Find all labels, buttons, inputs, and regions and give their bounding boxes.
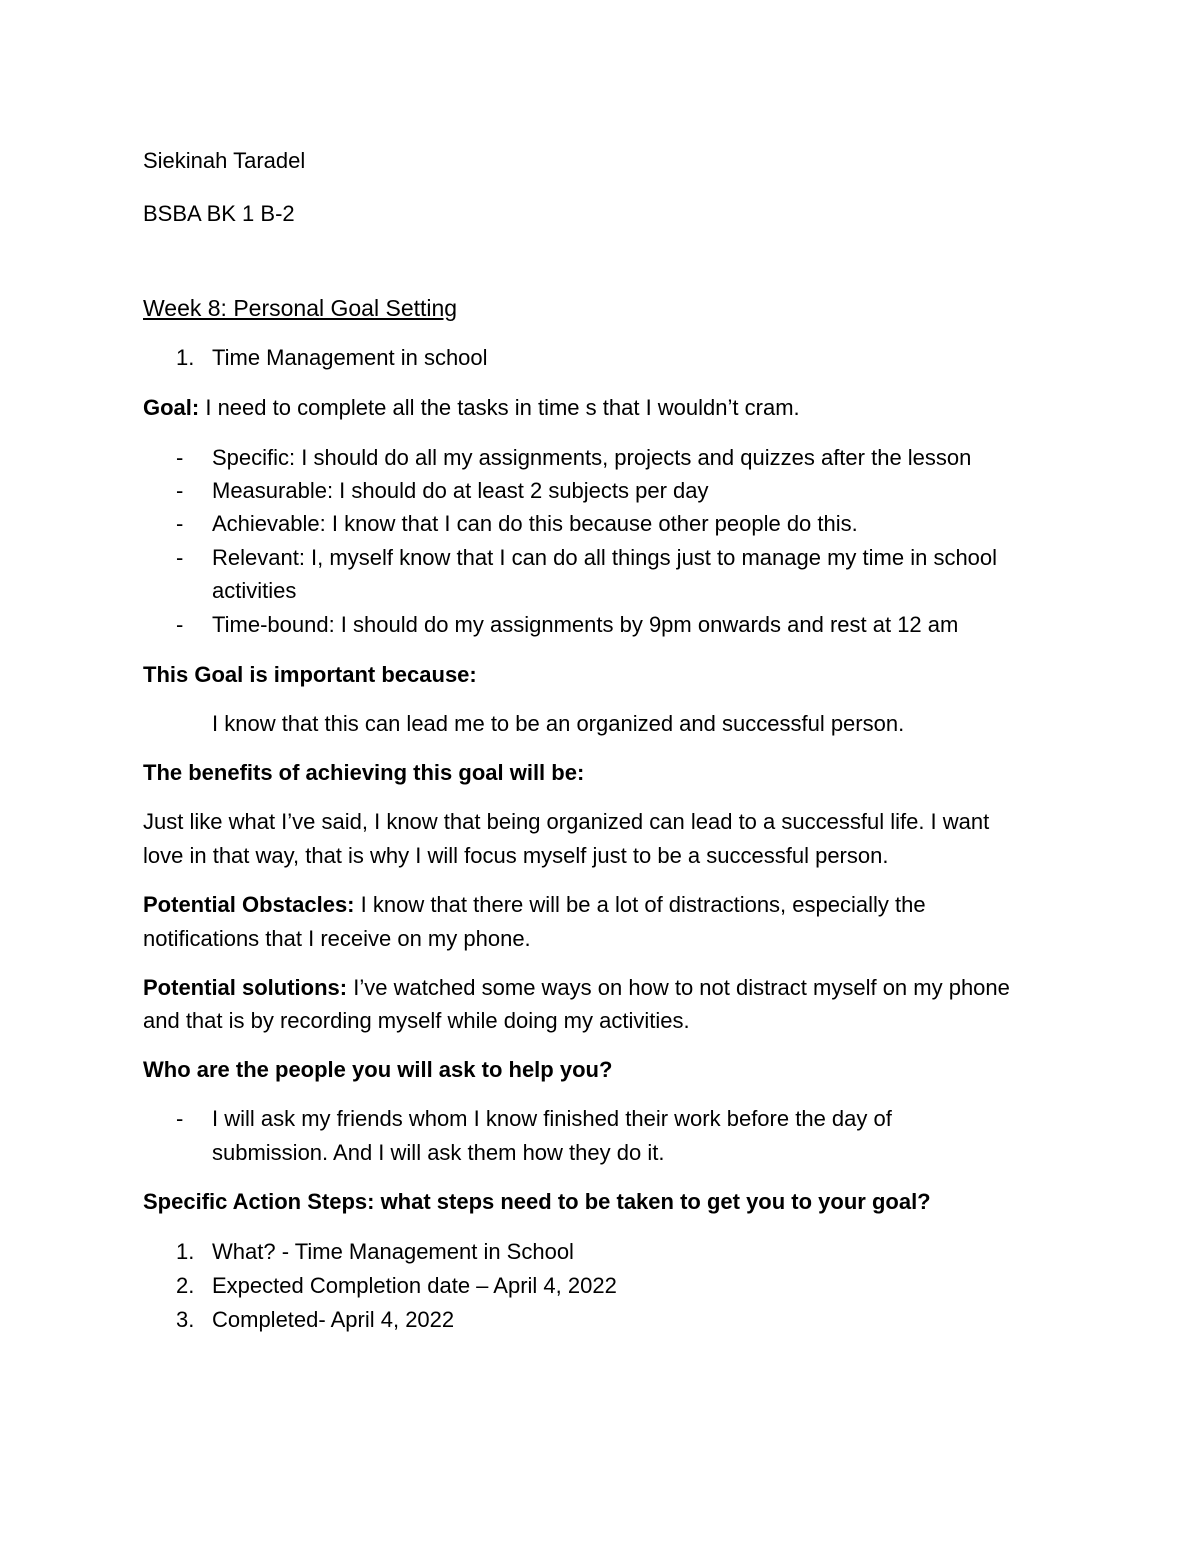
- step-number: 3.: [176, 1307, 195, 1332]
- step-number: 2.: [176, 1273, 195, 1298]
- smart-relevant-line1: Relevant: I, myself know that I can do all things just to manage my time in school: [212, 545, 998, 570]
- benefits-line2: love in that way, that is why I will focus myself just to be a successful person.: [143, 843, 889, 868]
- list-dash: -: [176, 612, 184, 637]
- obstacles-line2: notifications that I receive on my phone.: [143, 926, 531, 951]
- helpers-label: Who are the people you will ask to help you?: [143, 1057, 613, 1082]
- list-dash: -: [176, 545, 184, 570]
- student-name: Siekinah Taradel: [143, 148, 306, 173]
- solutions-line1: I’ve watched some ways on how to not distract myself on my phone: [347, 975, 1010, 1000]
- smart-measurable: Measurable: I should do at least 2 subjects per day: [212, 478, 709, 503]
- step-text: Expected Completion date – April 4, 2022: [212, 1273, 617, 1298]
- smart-specific: Specific: I should do all my assignments, projects and quizzes after the lesson: [212, 445, 972, 470]
- smart-relevant-line2: activities: [212, 578, 297, 603]
- important-text: I know that this can lead me to be an organized and successful person.: [212, 711, 905, 736]
- obstacles-line1: I know that there will be a lot of distractions, especially the: [354, 892, 926, 917]
- document-title: Week 8: Personal Goal Setting: [143, 295, 458, 321]
- obstacles-paragraph: [143, 890, 926, 920]
- step-text: What? - Time Management in School: [212, 1239, 574, 1264]
- list-dash: -: [176, 478, 184, 503]
- action-label: Specific Action Steps: what steps need to be taken to get you to your goal?: [143, 1189, 931, 1214]
- list-dash: -: [176, 511, 184, 536]
- benefits-line1: Just like what I’ve said, I know that being organized can lead to a successful life. I want: [143, 809, 990, 834]
- goal-paragraph: [143, 393, 800, 423]
- smart-timebound: Time-bound: I should do my assignments by 9pm onwards and rest at 12 am: [212, 612, 959, 637]
- important-label: This Goal is important because:: [143, 662, 477, 687]
- goal-text: I need to complete all the tasks in time s that I wouldn’t cram.: [199, 395, 800, 420]
- benefits-label: The benefits of achieving this goal will be:: [143, 760, 585, 785]
- student-section: BSBA BK 1 B-2: [143, 201, 295, 226]
- goal-label: Goal:: [143, 395, 200, 420]
- list-dash: -: [176, 1106, 184, 1131]
- helpers-line2: submission. And I will ask them how they do it.: [212, 1140, 665, 1165]
- smart-achievable: Achievable: I know that I can do this because other people do this.: [212, 511, 858, 536]
- solutions-paragraph: [143, 973, 1010, 1003]
- obstacles-label: Potential Obstacles:: [143, 892, 355, 917]
- topic-text: Time Management in school: [212, 345, 488, 370]
- topic-number: 1.: [176, 345, 195, 370]
- helpers-line1: I will ask my friends whom I know finished their work before the day of: [212, 1106, 892, 1131]
- step-text: Completed- April 4, 2022: [212, 1307, 455, 1332]
- solutions-line2: and that is by recording myself while doing my activities.: [143, 1008, 690, 1033]
- list-dash: -: [176, 445, 184, 470]
- step-number: 1.: [176, 1239, 195, 1264]
- solutions-label: Potential solutions:: [143, 975, 348, 1000]
